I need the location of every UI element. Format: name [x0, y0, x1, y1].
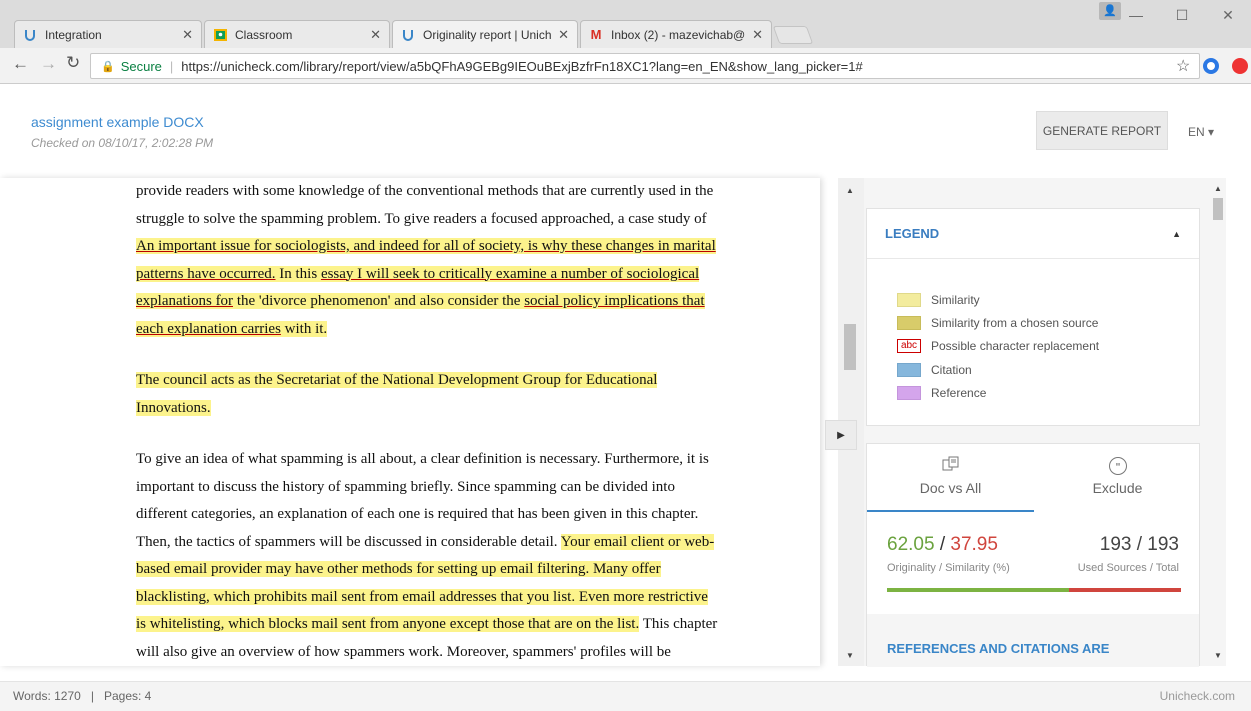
collapse-icon[interactable]: ▲ [1172, 229, 1181, 239]
back-arrow-icon[interactable]: ← [12, 54, 29, 73]
generate-report-button[interactable]: GENERATE REPORT [1036, 111, 1168, 150]
profile-icon[interactable]: 👤 [1099, 2, 1121, 20]
tab-inbox[interactable] [580, 20, 772, 48]
document-title-link[interactable]: assignment example DOCX [31, 114, 204, 130]
similarity-highlight[interactable]: Your email client or web- [560, 533, 715, 550]
similarity-highlight[interactable]: social policy implications that [524, 293, 705, 309]
references-title[interactable]: REFERENCES AND CITATIONS ARE [887, 641, 1110, 656]
text-line [136, 611, 766, 639]
originality-value: 62.05 [887, 534, 935, 555]
similarity-highlight[interactable]: patterns have occurred. [136, 265, 276, 282]
similarity-highlight[interactable]: Innovations. [136, 399, 211, 416]
tab-label: Exclude [1092, 480, 1143, 496]
similarity-highlight[interactable]: based email provider may have other methods for setting up email filtering. Many offer [136, 561, 661, 577]
legend-item [897, 311, 1199, 334]
brand-text: Unicheck.com [1159, 689, 1235, 703]
highlighted-line [136, 584, 766, 612]
similarity-highlight[interactable]: An important issue for sociologists, and indeed for all of society, is why these changes in marital [136, 238, 716, 254]
text-line: will also give an overview of how spammers work. Moreover, spammers' profiles will be [136, 643, 671, 660]
checked-date: Checked on 08/10/17, 2:02:28 PM [31, 136, 214, 150]
secure-label: Secure [120, 58, 162, 74]
references-section [867, 614, 1199, 667]
legend-item [897, 358, 1199, 381]
status-separator: | [90, 689, 94, 703]
url-text: https://unicheck.com/library/report/view/a5bQFhA9GEBg9IEOuBExjBzfrFn18XC1?lang=en_EN&show_lang_picker=1# [181, 58, 863, 74]
document-stats [13, 689, 151, 703]
highlighted-line [136, 288, 766, 316]
secure-indicator[interactable] [101, 59, 162, 74]
similarity-highlight[interactable]: The council acts as the Secretariat of the National Development Group for Educational [136, 372, 658, 388]
originality-label: Originality / Similarity (%) [887, 562, 1010, 574]
window-controls [1113, 0, 1251, 32]
legend-item [897, 381, 1199, 404]
language-picker[interactable]: EN ▾ [1188, 125, 1215, 139]
classroom-icon [213, 28, 227, 42]
close-icon[interactable]: ✕ [370, 26, 381, 42]
text-line: important to discuss the history of spamming briefly. Since spamming can be divided into [136, 478, 675, 495]
similarity-highlight[interactable]: is whitelisting, which blocks mail sent from anyone except those that are on the list. [136, 616, 640, 632]
document-viewer [0, 178, 820, 666]
legend-item [897, 288, 1199, 311]
scroll-up-icon[interactable]: ▲ [1214, 184, 1222, 193]
text-segment: In this [275, 265, 321, 282]
panel-toggle-button[interactable] [825, 420, 857, 450]
word-count: Words: 1270 [13, 689, 81, 703]
text-segment: the 'divorce phenomenon' and also consider the [233, 293, 525, 309]
legend-list [867, 259, 1199, 404]
similarity-highlight[interactable]: essay I will seek to critically examine a number of sociological [320, 265, 700, 282]
legend-label: Citation [931, 362, 972, 377]
originality-bar [887, 588, 1181, 592]
highlighted-line [136, 367, 766, 395]
extension-icon[interactable] [1232, 58, 1248, 74]
text-segment: Then, the tactics of spammers will be discussed in considerable detail. [136, 533, 561, 550]
sources-label: Used Sources / Total [1077, 562, 1179, 574]
legend-label: Similarity [931, 292, 980, 307]
scroll-thumb[interactable] [1213, 198, 1223, 220]
similarity-swatch [897, 293, 921, 307]
page-count: Pages: 4 [103, 689, 152, 703]
quote-icon [1034, 456, 1201, 476]
document-text [136, 178, 766, 666]
similarity-highlight[interactable]: explanations for [136, 293, 234, 309]
legend-panel [866, 208, 1200, 426]
highlighted-line [136, 233, 766, 261]
text-segment: This chapter [639, 616, 718, 632]
text-line: struggle to solve the spamming problem. To give readers a focused approached, a case study of [136, 210, 707, 227]
extension-icon[interactable] [1203, 58, 1219, 74]
divider: | [169, 58, 174, 74]
text-line: To give an idea of what spamming is all about, a clear definition is necessary. Furthermore, it is [136, 451, 709, 467]
similarity-value: 37.95 [950, 534, 998, 555]
close-icon[interactable]: ✕ [558, 26, 569, 42]
legend-label: Similarity from a chosen source [931, 315, 1099, 330]
tab-label: Originality report | Unich [423, 27, 552, 42]
highlighted-line [136, 261, 766, 289]
scroll-thumb[interactable] [844, 324, 856, 370]
highlighted-line [136, 556, 766, 584]
citation-swatch [897, 363, 921, 377]
legend-item [897, 335, 1199, 358]
gmail-icon: M [590, 27, 602, 42]
tab-classroom[interactable] [204, 20, 390, 48]
originality-bar-fill [887, 588, 1069, 592]
char-replacement-swatch: abc [897, 339, 921, 353]
tab-label: Integration [45, 27, 102, 42]
sidebar-scrollbar[interactable] [1210, 178, 1226, 666]
address-bar[interactable] [90, 53, 1200, 79]
text-segment: with it. [280, 320, 328, 337]
highlighted-line [136, 316, 766, 344]
scroll-down-icon[interactable]: ▼ [846, 651, 854, 660]
tab-originality-report[interactable] [392, 20, 578, 48]
legend-label: Possible character replacement [931, 339, 1100, 354]
tab-exclude[interactable] [1034, 444, 1201, 512]
minimize-icon[interactable]: — [1129, 7, 1143, 23]
text-line: provide readers with some knowledge of the conventional methods that are currently used in the [136, 183, 714, 199]
legend-header[interactable] [867, 209, 1199, 259]
highlighted-line [136, 395, 766, 423]
play-arrow-icon: ▶ [837, 429, 845, 441]
similarity-highlight[interactable]: each explanation carries [136, 320, 281, 337]
maximize-icon[interactable]: ☐ [1175, 7, 1189, 23]
legend-label: Reference [931, 385, 987, 400]
close-window-icon[interactable]: ✕ [1222, 7, 1234, 23]
tab-label: Classroom [235, 27, 293, 42]
sources-count: 193 / 193 [1099, 534, 1179, 555]
tab-label: Inbox (2) - mazevichab@ [611, 27, 746, 42]
lock-icon: 🔒 [101, 60, 115, 73]
legend-title: LEGEND [885, 226, 940, 241]
chosen-source-swatch [897, 316, 921, 330]
forward-arrow-icon[interactable]: → [40, 54, 57, 73]
originality-similarity-values [887, 534, 998, 556]
reload-icon[interactable]: ↻ [66, 53, 81, 72]
similarity-highlight[interactable]: blacklisting, which prohibits mail sent from email addresses that you list. Even more restrictive [136, 588, 708, 605]
tab-doc-vs-all[interactable] [867, 444, 1034, 512]
unicheck-icon [401, 28, 415, 42]
reference-swatch [897, 386, 921, 400]
text-line [136, 529, 766, 557]
bookmark-star-icon[interactable]: ☆ [1176, 58, 1191, 75]
unicheck-icon [23, 28, 37, 42]
value-separator: / [934, 534, 951, 555]
tab-integration[interactable] [14, 20, 202, 48]
close-icon[interactable]: ✕ [182, 26, 193, 42]
svg-text:": " [1114, 462, 1121, 473]
close-icon[interactable]: ✕ [752, 26, 763, 42]
stats-panel [866, 443, 1200, 666]
text-line: different categories, an explanation of each one is required that has been given in this chapter. [136, 506, 699, 522]
scroll-up-icon[interactable]: ▲ [846, 186, 854, 195]
status-bar [0, 681, 1251, 711]
scroll-down-icon[interactable]: ▼ [1214, 651, 1222, 660]
documents-icon [867, 456, 1034, 476]
tab-label: Doc vs All [919, 480, 982, 496]
new-tab-button[interactable] [773, 26, 814, 44]
